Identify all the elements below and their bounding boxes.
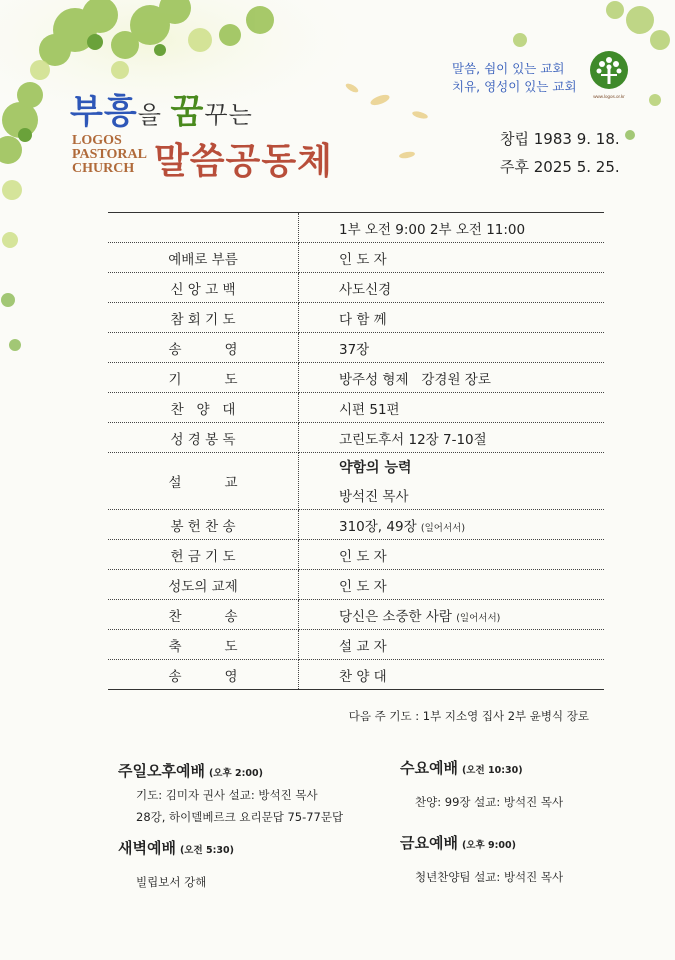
- table-row: [108, 453, 604, 510]
- table-row: [108, 213, 604, 243]
- latin-line-2: PASTORAL: [72, 147, 147, 162]
- table-row: [108, 660, 604, 690]
- table-row: [108, 273, 604, 303]
- order-value: 인 도 자: [339, 548, 387, 565]
- sermon-preacher: 방석진 목사: [339, 489, 409, 505]
- church-tree-icon: [585, 50, 633, 102]
- order-value: 사도신경: [299, 273, 605, 303]
- service-times: 1부 오전 9:00 2부 오전 11:00: [299, 213, 605, 243]
- worship-order-table: [108, 212, 604, 690]
- section-title: 수요예배: [400, 759, 458, 777]
- order-value: 시편 51편: [299, 393, 605, 423]
- order-value: 다 함 께: [299, 303, 605, 333]
- order-label: 찬 양 대: [108, 393, 299, 423]
- order-label: 신 앙 고 백: [108, 273, 299, 303]
- section-title: 금요예배: [400, 834, 458, 852]
- next-week-prayer: 다음 주 기도 : 1부 지소영 집사 2부 윤병식 장로: [348, 709, 589, 723]
- title-word-dream: 꿈: [170, 92, 205, 132]
- table-row: [108, 363, 604, 393]
- table-row: [108, 423, 604, 453]
- latin-line-3: CHURCH: [72, 161, 135, 176]
- order-label: 예배로 부름: [108, 243, 299, 273]
- order-label: 참 회 기 도: [108, 303, 299, 333]
- order-label: 송 영: [108, 333, 299, 363]
- sunday-afternoon-service: [118, 760, 343, 825]
- church-title: [70, 84, 253, 133]
- title-word-dreaming: 꾸는: [204, 101, 253, 129]
- order-value: 고린도후서 12장 7-10절: [299, 423, 605, 453]
- table-row: [108, 243, 604, 273]
- dawn-service: [118, 837, 234, 890]
- order-label: 헌 금 기 도: [108, 540, 299, 570]
- table-row: [108, 570, 604, 600]
- section-time: (오전 5:30): [179, 845, 234, 856]
- section-detail: 청년찬양팀 설교: 방석진 목사: [415, 870, 564, 884]
- section-detail: 빌립보서 강해: [136, 875, 207, 889]
- sermon-title: 약함의 능력: [339, 460, 412, 476]
- table-row: [108, 333, 604, 363]
- church-latin-name: [72, 134, 147, 176]
- table-row: [108, 510, 604, 540]
- table-row: [108, 540, 604, 570]
- order-label: 기 도: [108, 363, 299, 393]
- order-value: 인 도 자: [339, 578, 387, 595]
- title-particle: 을: [137, 101, 171, 129]
- order-label: 찬 송: [108, 600, 299, 630]
- table-row: [108, 630, 604, 660]
- founded-date: 창립 1983 9. 18.: [500, 130, 620, 148]
- order-note: (일어서서): [420, 522, 466, 534]
- bulletin-dates: [500, 125, 620, 181]
- title-word-revival: 부흥: [70, 92, 138, 132]
- section-detail: 28강, 하이델베르크 요리문답 75-77문답: [136, 810, 344, 824]
- order-value: 310장, 49장: [339, 518, 421, 535]
- order-label: 설 교: [108, 453, 299, 510]
- order-value: 37장: [299, 333, 605, 363]
- order-label: 성 경 봉 독: [108, 423, 299, 453]
- order-value: 찬 양 대: [339, 668, 387, 685]
- section-title: 새벽예배: [118, 839, 176, 857]
- table-row: [108, 600, 604, 630]
- order-label: 성도의 교제: [108, 570, 299, 600]
- order-value: 당신은 소중한 사람: [339, 608, 457, 625]
- motto-line-2: 치유, 영성이 있는 교회: [452, 79, 577, 94]
- church-subtitle: 말씀공동체: [154, 141, 333, 182]
- table-row: [108, 393, 604, 423]
- wednesday-service: [400, 757, 563, 810]
- order-label: 축 도: [108, 630, 299, 660]
- order-value: 방주성 형제 강경원 장로: [299, 363, 605, 393]
- emblem-caption: www.logos.or.kr: [593, 94, 625, 99]
- table-row: [108, 303, 604, 333]
- section-time: (오전 10:30): [461, 765, 523, 776]
- order-label: 봉 헌 찬 송: [108, 510, 299, 540]
- order-note: (일어서서): [456, 612, 501, 624]
- section-title: 주일오후예배: [118, 762, 205, 780]
- friday-service: [400, 832, 563, 885]
- order-value: 인 도 자: [299, 243, 605, 273]
- week-date: 주후 2025 5. 25.: [500, 158, 620, 176]
- latin-line-1: LOGOS: [72, 133, 122, 148]
- section-time: (오후 2:00): [208, 768, 263, 779]
- order-label: 송 영: [108, 660, 299, 690]
- section-time: (오후 9:00): [461, 840, 516, 851]
- section-detail: 기도: 김미자 권사 설교: 방석진 목사: [136, 788, 318, 802]
- order-value: 설 교 자: [339, 638, 387, 655]
- church-motto: [452, 60, 577, 96]
- motto-line-1: 말씀, 쉼이 있는 교회: [452, 61, 565, 76]
- section-detail: 찬양: 99장 설교: 방석진 목사: [415, 795, 564, 809]
